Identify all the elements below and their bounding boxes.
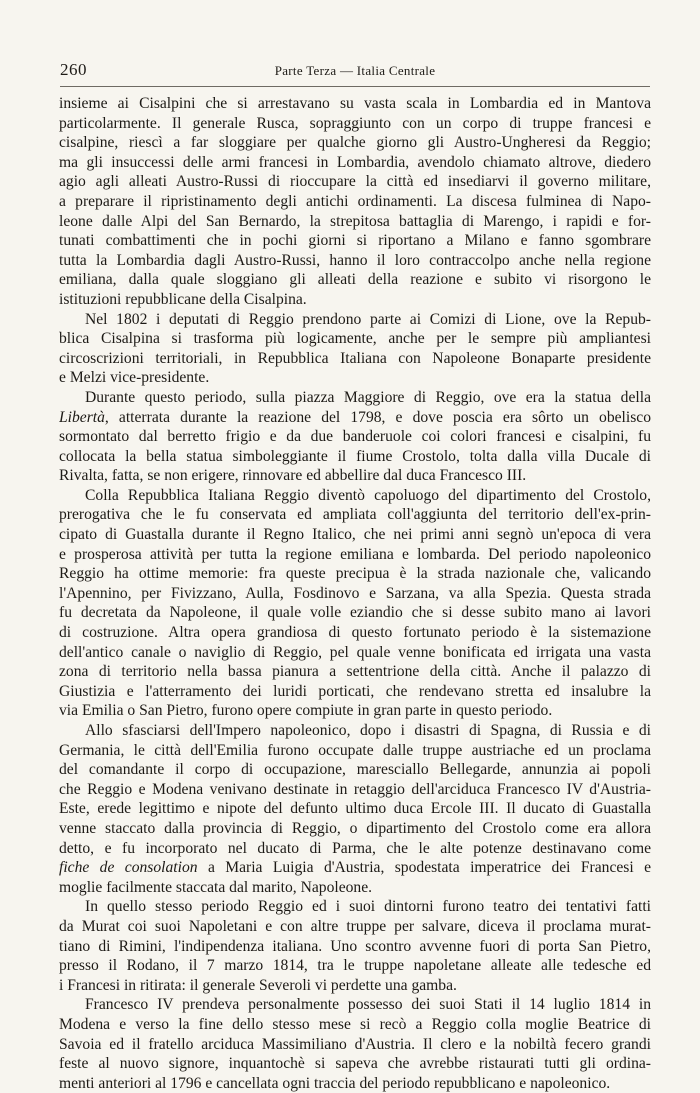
text-line: detto, e fu incorporato nel ducato di Parma, che le alte potenze destinavano come [59,839,651,857]
text-line: Rivalta, fatta, se non erigere, rinnovare ed abbellire dal duca Francesco III. [59,467,527,485]
text-line [59,408,651,428]
line-text: , atterrata durante la reazione del 1798, e dove poscia era sôrto un obelisco [104,408,651,426]
header-rule [60,86,650,87]
text-line: Nel 1802 i deputati di Reggio prendono parte ai Comizi di Lione, ove la Repub- [85,310,651,328]
italic-term: fiche de consolation [59,859,198,877]
text-line: che Reggio e Modena venivano destinate in retaggio dell'arciduca Francesco IV d'Austria- [59,780,651,798]
text-line: venne staccato dalla provincia di Reggio, o dipartimento del Crostolo come era allora [59,819,651,837]
text-line: Este, erede legittimo e nipote del defunto ultimo duca Ercole III. Il ducato di Guastalla [59,800,651,818]
text-line: via Emilia o San Pietro, furono opere compiute in gran parte in questo periodo. [59,702,553,720]
text-line: Modena e verso la fine dello stesso mese si recò a Reggio colla moglie Beatrice di [59,1015,651,1033]
italic-term: Libertà [59,408,105,426]
text-line: moglie facilmente staccata dal marito, Napoleone. [59,878,373,896]
text-line: presso il Rodano, il 7 marzo 1814, tra le truppe napoletane alleate alle tedesche ed [59,957,651,975]
text-line: e prosperosa attività per tutta la regione emiliana e lombarda. Del periodo napoleonico [59,545,651,563]
text-line: sormontato dal berretto frigio e da due banderuole coi colori francesi e cisalpini, fu [59,428,651,446]
text-line: istituzioni repubblicane della Cisalpina. [59,290,307,308]
line-text: a Maria Luigia d'Austria, spodestata imperatrice dei Francesi e [197,859,651,877]
text-line: particolarmente. Il generale Rusca, sopraggiunto con un corpo di truppe francesi e [59,114,651,132]
text-line: tunati combattimenti che in pochi giorni si riportano a Milano e fanno sgombrare [59,232,651,250]
page-number: 260 [60,60,87,79]
text-line: cipato di Guastalla durante il Regno Italico, che nei primi anni segnò un'epoca di vera [59,526,651,544]
text-line: Savoia ed il fratello arciduca Massimiliano d'Austria. Il clero e la nobiltà fecero grandi [59,1035,651,1053]
text-line: menti anteriori al 1796 e cancellata ogni traccia del periodo repubblicano e napoleonico. [59,1074,611,1092]
text-line: insieme ai Cisalpini che si arrestavano su vasta scala in Lombardia ed in Mantova [59,95,651,112]
text-line: In quello stesso periodo Reggio ed i suoi dintorni furono teatro dei tentativi fatti [85,898,651,916]
text-line: tiano di Rimini, l'indipendenza italiana. Uno scontro avvenne fuori di porta San Pietro, [59,937,651,955]
running-head: Parte Terza — Italia Centrale [274,63,436,78]
text-line: del comandante il corpo di occupazione, maresciallo Bellegarde, annunzia ai popoli [59,761,651,779]
text-line: Durante questo periodo, sulla piazza Maggiore di Reggio, ove era la statua della [85,388,651,406]
text-line: a preparare il ripristinamento degli antichi ordinamenti. La discesa fulminea di Napo- [59,192,651,210]
text-line: feste al nuovo signore, inquantochè si sapeva che avrebbe ristaurati tutti gli ordina- [59,1055,651,1073]
text-line: dell'antico canale o naviglio di Reggio, pel quale venne bonificata ed irrigata una vasta [59,643,651,661]
text-line: zona di territorio nella bassa pianura a settentrione della città. Anche il palazzo di [59,663,651,681]
text-line: ma gli insuccessi delle armi francesi in Lombardia, avendolo chiamato altrove, diedero [59,153,651,171]
text-line: l'Apennino, per Fivizzano, Aulla, Fosdinovo e Sarzana, va alla Spezia. Questa strada [59,584,651,602]
text-line: Giustizia e l'atterramento dei luridi porticati, che rendevano stretta ed insalubre la [59,682,651,700]
text-line: Germania, le città dell'Emilia furono occupate dalle truppe austriache ed un proclama [59,741,651,759]
body-text [59,94,651,1093]
text-line: fu decretata da Napoleone, il quale volle eziandio che si desse subito mano ai lavori [59,604,651,622]
text-line: da Murat coi suoi Napoletani e con altre truppe per salvare, diceva il proclama murat- [59,917,651,935]
text-line: tutta la Lombardia dagli Austro-Russi, hanno il loro contraccolpo anche nella regione [59,251,651,269]
text-line: Reggio ha ottime memorie: fra queste precipua è la strada nazionale che, valicando [59,565,651,583]
text-line: prerogativa che le fu conservata ed ampliata coll'aggiunta del territorio dell'ex-prin- [59,506,651,524]
text-line [59,858,651,878]
text-line: e Melzi vice-presidente. [59,369,210,387]
text-line: collocata la bella statua simboleggiante il fiume Crostolo, tolta dalla villa Ducale di [59,447,651,465]
text-line: emiliana, dalla quale sloggiano gli alleati della reazione e subito vi risorgono le [59,271,651,289]
text-line: Colla Repubblica Italiana Reggio diventò capoluogo del dipartimento del Crostolo, [85,486,651,504]
text-line: leone dalle Alpi del San Bernardo, la strepitosa battaglia di Marengo, i rapidi e for- [59,212,651,230]
text-line: di costruzione. Altra opera grandiosa di questo fortunato periodo è la sistemazione [59,624,651,642]
text-line: cisalpine, riescì a far sloggiare per qualche giorno gli Austro-Ungheresi da Reggio; [59,134,651,152]
text-line: circoscrizioni territoriali, in Repubblica Italiana con Napoleone Bonaparte presidente [59,349,651,367]
text-line: Allo sfasciarsi dell'Impero napoleonico, dopo i disastri di Spagna, di Russia e di [85,722,651,739]
page-header [60,60,650,82]
text-line: blica Cisalpina si trasforma più logicamente, anche per le sempre più ampliantesi [59,330,651,348]
text-line: agio agli alleati Austro-Russi di rioccupare la città ed insediarvi il governo militare, [59,173,651,191]
text-line: i Francesi in ritirata: il generale Severoli vi perdette una gamba. [59,976,457,994]
text-line: Francesco IV prendeva personalmente possesso dei suoi Stati il 14 luglio 1814 in [85,996,651,1014]
